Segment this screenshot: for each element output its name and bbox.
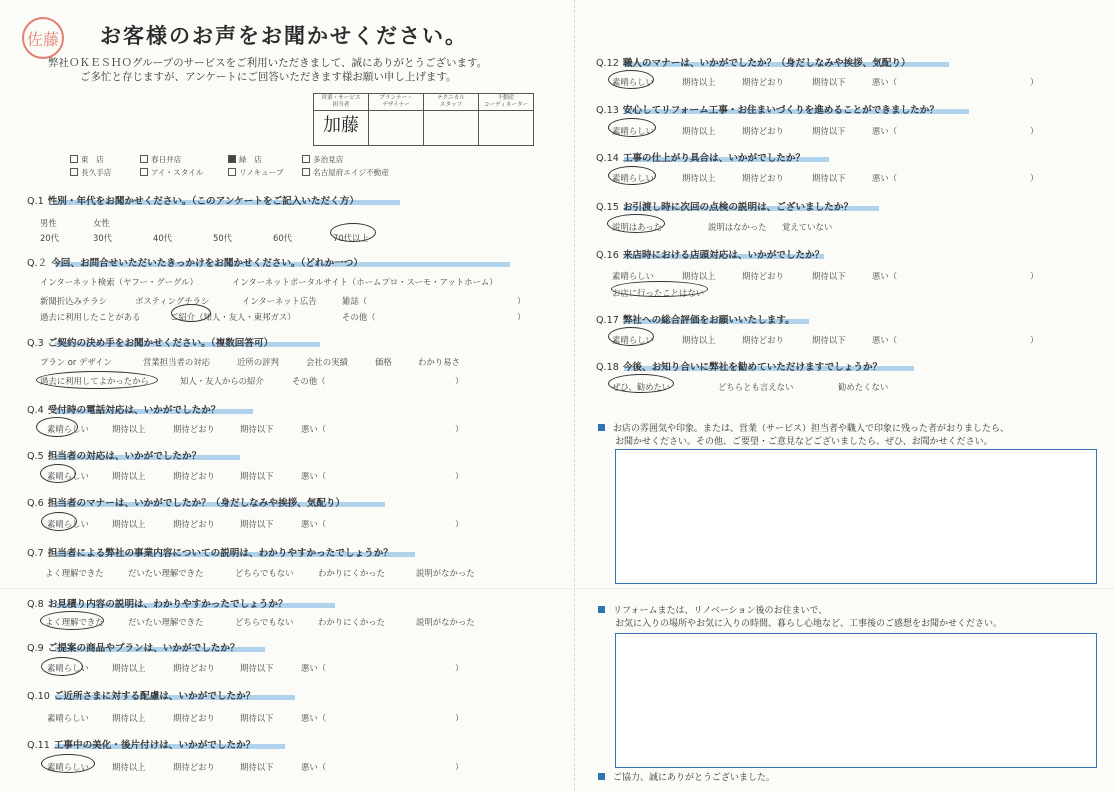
handwritten-circle-mark	[607, 214, 665, 233]
answer-option[interactable]: 期待以下	[240, 471, 274, 481]
staff-table	[313, 93, 534, 146]
handwritten-circle-mark	[41, 657, 83, 676]
question-number: Q.3	[27, 338, 44, 349]
question-number: Q.12	[596, 58, 619, 69]
answer-option[interactable]: ）	[455, 424, 464, 434]
answer-option[interactable]: 男性	[40, 218, 57, 228]
question-number: Q.1	[27, 196, 44, 207]
answer-option[interactable]: ）	[517, 296, 526, 306]
answer-option[interactable]: わかりにくかった	[318, 617, 385, 627]
answer-option[interactable]: 説明がなかった	[416, 568, 475, 578]
answer-option[interactable]: 悪い（	[872, 271, 898, 281]
question-text: 職人のマナーは、いかがでしたか？（身だしなみや挨拶、気配り）	[622, 58, 911, 69]
question-1	[596, 55, 911, 69]
answer-option[interactable]: 過去に利用したことがある	[40, 312, 141, 322]
question-5	[27, 448, 201, 462]
answer-option[interactable]: その他（	[342, 312, 376, 322]
answer-option[interactable]: 期待どおり	[173, 713, 215, 723]
answer-option[interactable]: インターネットポータルサイト（ホームプロ・スーモ・アットホーム）	[232, 277, 498, 287]
handwritten-circle-mark	[330, 223, 376, 242]
store-checkbox-nagakute[interactable]: 長久手店	[70, 167, 111, 178]
answer-option[interactable]: 40代	[153, 233, 173, 243]
answer-option[interactable]: 期待以下	[240, 424, 274, 434]
question-text: お引渡し時に次回の点検の説明は、ございましたか？	[622, 202, 854, 213]
answer-option[interactable]: ）	[1030, 126, 1039, 136]
answer-option[interactable]: 60代	[273, 233, 293, 243]
answer-option[interactable]: ぜひ、勧めたい	[612, 382, 671, 392]
answer-option[interactable]: 期待以下	[812, 335, 846, 345]
free-comment-2-box[interactable]	[615, 633, 1097, 768]
square-bullet-icon	[598, 773, 605, 780]
answer-option[interactable]: 30代	[93, 233, 113, 243]
answer-option[interactable]: 悪い（	[301, 519, 327, 529]
answer-option[interactable]: 期待どおり	[173, 519, 215, 529]
question-2	[27, 255, 363, 269]
question-text: 担当者のマナーは、いかがでしたか？（身だしなみや挨拶、気配り）	[47, 498, 346, 509]
question-text: 性別・年代をお聞かせください。（このアンケートをご記入いただく方）	[47, 196, 359, 207]
store-checkbox-midori[interactable]: 緑 店	[228, 154, 262, 165]
question-number: Q.9	[27, 643, 44, 654]
question-8	[27, 596, 288, 610]
answer-option[interactable]: ）	[455, 762, 464, 772]
question-number: Q.15	[596, 202, 619, 213]
answer-option[interactable]: 期待以下	[812, 173, 846, 183]
handwritten-circle-mark	[36, 417, 78, 437]
answer-option[interactable]: その他（	[292, 376, 326, 386]
answer-option[interactable]: 20代	[40, 233, 60, 243]
answer-option[interactable]: 悪い（	[301, 762, 327, 772]
question-2	[596, 102, 939, 116]
question-number: Q.16	[596, 250, 619, 261]
answer-option[interactable]: 悪い（	[872, 126, 898, 136]
answer-option[interactable]: 期待以下	[240, 519, 274, 529]
answer-option[interactable]: 50代	[213, 233, 233, 243]
answer-option[interactable]: どちらでもない	[235, 568, 294, 578]
intro-line-1: 弊社ＯＫＥＳＨＯグループのサービスをご利用いただきまして、誠にありがとうございます。	[48, 57, 488, 69]
answer-option[interactable]: 素晴らしい	[47, 471, 89, 481]
answer-option[interactable]: 70代以上	[333, 233, 369, 243]
handwritten-circle-mark	[608, 374, 674, 393]
answer-option[interactable]: 期待以下	[240, 762, 274, 772]
answer-option[interactable]: 期待どおり	[742, 271, 784, 281]
question-4	[27, 402, 220, 416]
intro-line-2: ご多忙と存じますが、アンケートにご回答いただきます様お願い申し上げます。	[80, 71, 457, 83]
question-text: 担当者の対応は、いかがでしたか？	[47, 451, 202, 462]
answer-option[interactable]: 素晴らしい	[612, 77, 654, 87]
store-checkbox-tajimi[interactable]: 多治見店	[302, 154, 343, 165]
question-number: Q.11	[27, 740, 50, 751]
answer-option[interactable]: 期待以上	[682, 271, 716, 281]
question-number: Q.２	[27, 258, 48, 269]
question-text: ご提案の商品やプランは、いかがでしたか？	[47, 643, 240, 654]
answer-option[interactable]: 期待以上	[682, 126, 716, 136]
answer-option[interactable]: 素晴らしい	[47, 713, 89, 723]
answer-option[interactable]: 素晴らしい	[612, 335, 654, 345]
question-number: Q.10	[27, 691, 50, 702]
answer-option[interactable]: 期待以上	[112, 424, 146, 434]
answer-option[interactable]: 期待以下	[812, 77, 846, 87]
answer-option[interactable]: ）	[517, 312, 526, 322]
answer-option[interactable]: 期待以上	[682, 173, 716, 183]
answer-option[interactable]: ）	[1030, 335, 1039, 345]
answer-option[interactable]: 期待以上	[112, 663, 146, 673]
answer-option[interactable]: 雑誌（	[342, 296, 368, 306]
answer-option[interactable]: わかり易さ	[418, 357, 460, 367]
answer-option[interactable]: 期待以上	[682, 77, 716, 87]
answer-option[interactable]: ）	[1030, 77, 1039, 87]
answer-option[interactable]: インターネット広告	[242, 296, 317, 306]
answer-option[interactable]: 素晴らしい	[47, 663, 89, 673]
answer-option[interactable]: 素晴らしい	[47, 424, 89, 434]
question-3	[27, 335, 273, 349]
answer-option[interactable]: 期待以下	[812, 271, 846, 281]
store-checkbox-nagoya-realestate[interactable]: 名古屋府エイジ不動産	[302, 167, 389, 178]
question-9	[27, 640, 240, 654]
question-4	[596, 199, 853, 213]
answer-option[interactable]: 知人・友人からの紹介	[180, 376, 264, 386]
answer-option[interactable]: 素晴らしい	[612, 271, 654, 281]
handwritten-circle-mark	[41, 754, 95, 773]
handwritten-circle-mark	[40, 464, 76, 483]
staff-header-technical: テクニカル スタッフ	[424, 94, 479, 111]
handwritten-circle-mark	[40, 611, 104, 630]
question-text: お見積り内容の説明は、わかりやすかったでしょうか？	[47, 599, 288, 610]
handwritten-circle-mark	[41, 512, 77, 531]
answer-option[interactable]: 期待どおり	[742, 335, 784, 345]
page-title: お客様のお声をお聞かせください。	[100, 24, 468, 48]
question-number: Q.6	[27, 498, 44, 509]
question-number: Q.4	[27, 405, 44, 416]
answer-option[interactable]: ）	[1030, 271, 1039, 281]
store-checkbox-istyle[interactable]: アイ・スタイル	[140, 167, 203, 178]
question-3	[596, 150, 805, 164]
answer-option[interactable]: 期待どおり	[742, 126, 784, 136]
free-comment-1-box[interactable]	[615, 449, 1097, 584]
handwritten-signature: 加藤	[323, 115, 359, 136]
answer-option[interactable]: 素晴らしい	[47, 762, 89, 772]
answer-option[interactable]: どちらでもない	[235, 617, 294, 627]
handwritten-circle-mark	[608, 70, 654, 89]
question-5	[596, 247, 824, 261]
answer-option[interactable]: 悪い（	[872, 335, 898, 345]
answer-option[interactable]: ）	[1030, 173, 1039, 183]
answer-option[interactable]: 期待どおり	[173, 424, 215, 434]
answer-option[interactable]: 素晴らしい	[612, 126, 654, 136]
question-7	[27, 545, 393, 559]
answer-option[interactable]: 説明はあった	[612, 222, 663, 232]
seal-stamp: 佐藤	[22, 17, 64, 59]
answer-option[interactable]: 説明はなかった	[708, 222, 767, 232]
free-comment-1-line2: お聞かせください。その他、ご要望・ご意見などございましたら、ぜひ、お聞かせください。	[615, 437, 993, 447]
question-text: ご契約の決め手をお聞かせください。（複数回答可）	[47, 338, 274, 349]
answer-option[interactable]: 期待どおり	[173, 762, 215, 772]
answer-option[interactable]: 期待どおり	[173, 471, 215, 481]
staff-cell-sales[interactable]	[314, 111, 369, 146]
staff-cell-realestate[interactable]	[479, 111, 534, 146]
answer-option[interactable]: 期待どおり	[742, 77, 784, 87]
question-11	[27, 737, 255, 751]
answer-option[interactable]: ）	[455, 663, 464, 673]
answer-option[interactable]: 悪い（	[301, 713, 327, 723]
answer-option[interactable]: 新聞折込みチラシ	[40, 296, 107, 306]
answer-option[interactable]: 素晴らしい	[612, 173, 654, 183]
answer-option[interactable]: 価格	[375, 357, 392, 367]
question-6	[596, 312, 795, 326]
answer-option[interactable]: 悪い（	[301, 663, 327, 673]
answer-option[interactable]: 営業担当者の対応	[143, 357, 210, 367]
answer-option[interactable]: インターネット検索（ヤフー・グーグル）	[40, 277, 198, 287]
answer-option[interactable]: 期待以上	[112, 762, 146, 772]
answer-option[interactable]: 会社の実績	[306, 357, 348, 367]
answer-option[interactable]: 期待以上	[112, 713, 146, 723]
staff-cell-technical[interactable]	[424, 111, 479, 146]
question-number: Q.7	[27, 548, 44, 559]
answer-option[interactable]: 悪い（	[872, 173, 898, 183]
question-text: 弊社への総合評価をお願いいたします。	[622, 315, 795, 326]
answer-option[interactable]: 期待以下	[812, 126, 846, 136]
question-1	[27, 193, 359, 207]
square-bullet-icon	[598, 606, 605, 613]
question-number: Q.8	[27, 599, 44, 610]
handwritten-circle-mark	[608, 118, 656, 137]
staff-header-planner: プランナー・ デザイナー	[369, 94, 424, 111]
answer-option[interactable]: 期待以上	[682, 335, 716, 345]
handwritten-circle-mark	[171, 304, 211, 322]
question-text: 工事の仕上がり具合は、いかがでしたか？	[622, 153, 806, 164]
answer-option[interactable]: 期待以下	[240, 713, 274, 723]
question-number: Q.18	[596, 362, 619, 373]
answer-option[interactable]: どちらとも言えない	[718, 382, 794, 392]
question-text: ご近所さまに対する配慮は、いかがでしたか？	[53, 691, 256, 702]
question-number: Q.14	[596, 153, 619, 164]
question-text: 今回、お問合せいただいたきっかけをお聞かせください。（どれか一つ）	[51, 258, 363, 269]
question-6	[27, 495, 345, 509]
answer-option[interactable]: 期待以下	[240, 663, 274, 673]
answer-option[interactable]: 覚えていない	[782, 222, 833, 232]
answer-option[interactable]: だいたい理解できた	[128, 568, 204, 578]
answer-option[interactable]: 期待以上	[112, 519, 146, 529]
answer-option[interactable]: 悪い（	[301, 471, 327, 481]
horizontal-fold-line	[0, 588, 1115, 589]
question-number: Q.5	[27, 451, 44, 462]
store-checkbox-renocube[interactable]: リノキューブ	[228, 167, 284, 178]
question-10	[27, 688, 255, 702]
question-text: 担当者による弊社の事業内容についての説明は、わかりやすかったでしょうか？	[47, 548, 393, 559]
answer-option[interactable]: 女性	[93, 218, 110, 228]
answer-option[interactable]: 過去に利用してよかったから	[40, 376, 149, 386]
question-text: 安心してリフォーム工事・お住まいづくりを進めることができましたか？	[622, 105, 939, 116]
answer-option[interactable]: お店に行ったことはない	[612, 288, 705, 298]
handwritten-circle-mark	[608, 327, 654, 346]
answer-option[interactable]: 勧めたくない	[838, 382, 889, 392]
center-fold-line	[574, 0, 575, 791]
answer-option[interactable]: 素晴らしい	[47, 519, 89, 529]
answer-option[interactable]: ）	[455, 471, 464, 481]
answer-option[interactable]: ポスティングチラシ	[135, 296, 210, 306]
question-text: 来店時における店頭対応は、いかがでしたか？	[622, 250, 825, 261]
answer-option[interactable]: ）	[455, 519, 464, 529]
answer-option[interactable]: ）	[455, 713, 464, 723]
handwritten-circle-mark	[36, 371, 158, 389]
square-bullet-icon	[598, 424, 605, 431]
staff-header-realestate: 不動産 コーディネーター	[479, 94, 534, 111]
handwritten-circle-mark	[608, 166, 656, 185]
answer-option[interactable]: ご紹介（知人・友人・東邦ガス）	[170, 312, 296, 322]
free-comment-1-line1: お店の雰囲気や印象。または、営業（サービス）担当者や職人で印象に残った者がおりましたら、	[598, 422, 1009, 436]
answer-option[interactable]: 近所の評判	[237, 357, 279, 367]
answer-option[interactable]: わかりにくかった	[318, 568, 385, 578]
store-checkbox-kasugai[interactable]: 春日井店	[140, 154, 181, 165]
answer-option[interactable]: 期待どおり	[742, 173, 784, 183]
answer-option[interactable]: 説明がなかった	[416, 617, 475, 627]
handwritten-circle-mark	[611, 281, 708, 297]
answer-option[interactable]: だいたい理解できた	[128, 617, 204, 627]
answer-option[interactable]: プラン or デザイン	[40, 357, 112, 367]
answer-option[interactable]: 悪い（	[301, 424, 327, 434]
question-text: 受付時の電話対応は、いかがでしたか？	[47, 405, 221, 416]
free-comment-2-line1: リフォームまたは、リノベーション後のお住まいで、	[598, 604, 827, 618]
answer-option[interactable]: よく理解できた	[45, 568, 104, 578]
free-comment-2-line2: お気に入りの場所やお気に入りの時間、暮らし心地など、工事後のご感想をお聞かせください。	[615, 619, 1003, 629]
staff-cell-planner[interactable]	[369, 111, 424, 146]
answer-option[interactable]: 期待以上	[112, 471, 146, 481]
store-checkbox-higashi[interactable]: 東 店	[70, 154, 104, 165]
question-text: 今後、お知り合いに弊社を勧めていただけますでしょうか？	[622, 362, 883, 373]
answer-option[interactable]: ）	[455, 376, 464, 386]
closing-message: ご協力、誠にありがとうございました。	[598, 771, 775, 785]
answer-option[interactable]: よく理解できた	[45, 617, 104, 627]
staff-header-sales: 営業・サービス 担当者	[314, 94, 369, 111]
question-7	[596, 359, 882, 373]
answer-option[interactable]: 期待どおり	[173, 663, 215, 673]
question-text: 工事中の美化・後片付けは、いかがでしたか？	[53, 740, 256, 751]
question-number: Q.13	[596, 105, 619, 116]
answer-option[interactable]: 悪い（	[872, 77, 898, 87]
question-number: Q.17	[596, 315, 619, 326]
